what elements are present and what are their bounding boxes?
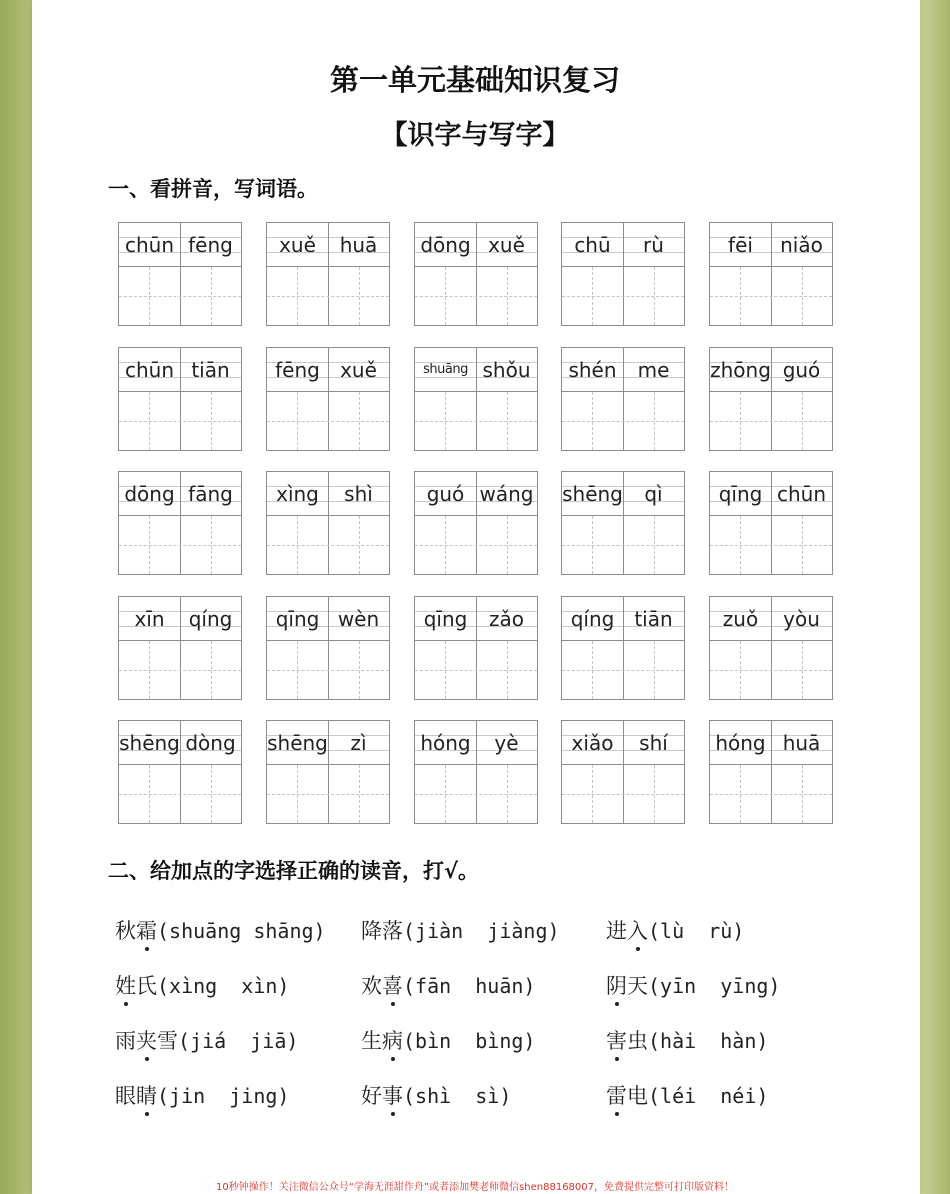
pinyin-row [267, 472, 389, 516]
grid-guide-line [297, 765, 298, 823]
pinyin-box [118, 720, 242, 824]
pinyin-box [561, 720, 685, 824]
pinyin-row [710, 597, 832, 641]
pinyin-options: (hài hàn) [648, 1029, 769, 1053]
word-char: 生 [361, 1029, 382, 1053]
pinyin-row [710, 721, 832, 765]
pinyin-box [118, 471, 242, 575]
word-char: 降 [361, 919, 382, 943]
dotted-char: 睛 [136, 1084, 157, 1108]
pinyin-syllable: zì [350, 731, 367, 755]
pinyin-syllable: fāng [188, 482, 233, 506]
word-char: 眼 [115, 1084, 136, 1108]
pinyin-syllable: xiǎo [571, 731, 614, 755]
pinyin-row [562, 223, 684, 267]
dotted-char: 事 [382, 1084, 403, 1108]
pinyin-box [561, 471, 685, 575]
pinyin-row [119, 721, 241, 765]
grid-guide-line [802, 267, 803, 325]
pinyin-box [118, 596, 242, 700]
grid-guide-line [562, 296, 684, 297]
pinyin-syllable: dōng [124, 482, 175, 506]
dotted-char: 雷 [606, 1084, 627, 1108]
grid-guide-line [592, 641, 593, 699]
footer-notice: 10秒钟操作！关注微信公众号“学海无涯甜作舟”或者添加樊老师微信shen88168007，免费提供完整可打印版资料！ [215, 1182, 735, 1193]
pinyin-box [266, 596, 390, 700]
word-char: 虫 [627, 1029, 648, 1053]
grid-guide-line [359, 267, 360, 325]
pinyin-syllable: shuāng [423, 362, 468, 377]
pinyin-box [414, 471, 538, 575]
word-char: 电 [627, 1084, 648, 1108]
pinyin-syllable: xīn [134, 607, 165, 631]
grid-guide-line [740, 765, 741, 823]
pinyin-syllable: zuǒ [722, 607, 759, 631]
grid-guide-line [445, 641, 446, 699]
pinyin-row [562, 348, 684, 392]
pinyin-row [267, 223, 389, 267]
grid-guide-line [359, 641, 360, 699]
pinyin-row [562, 472, 684, 516]
grid-guide-line [562, 670, 684, 671]
pinyin-row [119, 597, 241, 641]
grid-guide-line [211, 765, 212, 823]
grid-guide-line [710, 545, 832, 546]
pinyin-row [562, 721, 684, 765]
grid-guide-line [267, 545, 389, 546]
pinyin-box [266, 471, 390, 575]
grid-guide-line [507, 516, 508, 574]
pinyin-syllable: huā [782, 731, 821, 755]
grid-guide-line [802, 765, 803, 823]
grid-guide-line [211, 516, 212, 574]
pinyin-box [414, 596, 538, 700]
pinyin-box [709, 596, 833, 700]
grid-guide-line [507, 392, 508, 450]
pinyin-syllable: qīng [275, 607, 320, 631]
pinyin-syllable: zhōng [710, 358, 771, 382]
pinyin-row [415, 597, 537, 641]
grid-guide-line [119, 670, 241, 671]
pinyin-row [119, 223, 241, 267]
pronunciation-item [115, 1080, 289, 1110]
pinyin-row [415, 472, 537, 516]
grid-guide-line [445, 765, 446, 823]
grid-guide-line [710, 296, 832, 297]
pinyin-syllable: wèn [337, 607, 380, 631]
grid-guide-line [740, 641, 741, 699]
grid-guide-line [415, 421, 537, 422]
pinyin-syllable: shēng [119, 731, 180, 755]
grid-guide-line [710, 421, 832, 422]
grid-guide-line [507, 641, 508, 699]
pinyin-box [709, 471, 833, 575]
grid-guide-line [445, 267, 446, 325]
pinyin-options: (lù rù) [648, 919, 745, 943]
grid-guide-line [592, 516, 593, 574]
grid-guide-line [267, 296, 389, 297]
grid-guide-line [211, 392, 212, 450]
section-2-heading: 二、给加点的字选择正确的读音，打√。 [108, 859, 480, 883]
word-char: 欢 [361, 974, 382, 998]
pinyin-options: (jiá jiā) [178, 1029, 299, 1053]
dotted-char: 害 [606, 1029, 627, 1053]
pinyin-row [267, 721, 389, 765]
pinyin-syllable: niǎo [780, 233, 823, 257]
pinyin-row [710, 223, 832, 267]
pinyin-syllable: chūn [124, 358, 175, 382]
word-char: 落 [382, 919, 403, 943]
grid-guide-line [211, 641, 212, 699]
grid-guide-line [710, 670, 832, 671]
pinyin-syllable: qīng [423, 607, 468, 631]
pinyin-syllable: hóng [420, 731, 471, 755]
pinyin-box [266, 222, 390, 326]
pinyin-syllable: qíng [188, 607, 233, 631]
grid-guide-line [267, 794, 389, 795]
pinyin-syllable: shí [639, 731, 668, 755]
pronunciation-item [606, 1080, 768, 1110]
dotted-char: 入 [627, 919, 648, 943]
background-right-edge [920, 0, 950, 1194]
grid-guide-line [149, 516, 150, 574]
pinyin-row [710, 348, 832, 392]
pinyin-box [709, 222, 833, 326]
grid-guide-line [562, 545, 684, 546]
word-char: 好 [361, 1084, 382, 1108]
background-left-edge [0, 0, 32, 1194]
pinyin-box [266, 347, 390, 451]
grid-guide-line [297, 392, 298, 450]
pinyin-options: (jiàn jiàng) [403, 919, 560, 943]
pinyin-syllable: yòu [783, 607, 820, 631]
pinyin-row [267, 348, 389, 392]
pinyin-row [710, 472, 832, 516]
dotted-char: 喜 [382, 974, 403, 998]
pinyin-syllable: chūn [124, 233, 175, 257]
pinyin-options: (bìn bìng) [403, 1029, 536, 1053]
grid-guide-line [267, 421, 389, 422]
grid-guide-line [740, 516, 741, 574]
grid-guide-line [710, 794, 832, 795]
pinyin-box [561, 347, 685, 451]
grid-guide-line [149, 267, 150, 325]
grid-guide-line [149, 765, 150, 823]
pinyin-syllable: fēi [728, 233, 753, 257]
pinyin-options: (fān huān) [403, 974, 536, 998]
word-char: 雨 [115, 1029, 136, 1053]
grid-guide-line [297, 267, 298, 325]
grid-guide-line [654, 267, 655, 325]
pinyin-row [415, 721, 537, 765]
section-1-heading: 一、看拼音，写词语。 [108, 177, 318, 201]
grid-guide-line [562, 794, 684, 795]
pinyin-syllable: wáng [479, 482, 534, 506]
grid-guide-line [445, 392, 446, 450]
word-char: 雪 [157, 1029, 178, 1053]
pinyin-syllable: qì [644, 482, 663, 506]
pronunciation-item [115, 915, 326, 945]
pronunciation-item [361, 1080, 511, 1110]
pronunciation-item [361, 1025, 535, 1055]
grid-guide-line [654, 516, 655, 574]
pinyin-box [709, 347, 833, 451]
grid-guide-line [149, 392, 150, 450]
pinyin-box [709, 720, 833, 824]
pinyin-options: (shì sì) [403, 1084, 512, 1108]
grid-guide-line [507, 765, 508, 823]
grid-guide-line [802, 641, 803, 699]
dotted-char: 病 [382, 1029, 403, 1053]
pinyin-row [415, 223, 537, 267]
pinyin-syllable: chūn [776, 482, 827, 506]
dotted-char: 姓 [115, 974, 136, 998]
grid-guide-line [267, 670, 389, 671]
grid-guide-line [119, 794, 241, 795]
pinyin-box [266, 720, 390, 824]
page-title: 第一单元基础知识复习 [329, 63, 620, 97]
pronunciation-item [361, 915, 560, 945]
pinyin-syllable: huā [339, 233, 378, 257]
pinyin-options: (xìng xìn) [157, 974, 290, 998]
grid-guide-line [359, 516, 360, 574]
pinyin-options: (jin jing) [157, 1084, 290, 1108]
pinyin-box [118, 222, 242, 326]
pronunciation-item [361, 970, 535, 1000]
grid-guide-line [297, 516, 298, 574]
pronunciation-item [606, 970, 780, 1000]
pinyin-syllable: shǒu [482, 358, 531, 382]
pinyin-syllable: tiān [634, 607, 673, 631]
pinyin-syllable: shì [344, 482, 373, 506]
pinyin-box [561, 596, 685, 700]
pinyin-syllable: xuě [488, 233, 525, 257]
pronunciation-item [115, 1025, 298, 1055]
pinyin-syllable: xuě [340, 358, 377, 382]
grid-guide-line [592, 267, 593, 325]
grid-guide-line [445, 516, 446, 574]
dotted-char: 霜 [136, 919, 157, 943]
grid-guide-line [415, 296, 537, 297]
pinyin-row [119, 348, 241, 392]
dotted-char: 阴 [606, 974, 627, 998]
pinyin-syllable: hóng [715, 731, 766, 755]
pinyin-syllable: zǎo [489, 607, 524, 631]
pinyin-syllable: rù [643, 233, 664, 257]
word-char: 秋 [115, 919, 136, 943]
grid-guide-line [415, 794, 537, 795]
word-char: 进 [606, 919, 627, 943]
grid-guide-line [654, 392, 655, 450]
grid-guide-line [654, 765, 655, 823]
grid-guide-line [149, 641, 150, 699]
pinyin-syllable: yè [494, 731, 519, 755]
grid-guide-line [119, 421, 241, 422]
grid-guide-line [507, 267, 508, 325]
pinyin-syllable: xuě [279, 233, 316, 257]
grid-guide-line [119, 296, 241, 297]
pinyin-syllable: dòng [185, 731, 236, 755]
pinyin-box [561, 222, 685, 326]
pinyin-syllable: qíng [570, 607, 615, 631]
grid-guide-line [740, 392, 741, 450]
pinyin-syllable: shén [568, 358, 617, 382]
grid-guide-line [562, 421, 684, 422]
pinyin-row [562, 597, 684, 641]
pinyin-syllable: xìng [276, 482, 319, 506]
pinyin-syllable: qīng [718, 482, 763, 506]
grid-guide-line [802, 392, 803, 450]
word-char: 天 [627, 974, 648, 998]
page-subtitle: 【识字与写字】 [380, 120, 570, 151]
pinyin-syllable: fēng [275, 358, 320, 382]
pinyin-row [267, 597, 389, 641]
pinyin-options: (yīn yīng) [648, 974, 781, 998]
pinyin-syllable: fēng [188, 233, 233, 257]
pinyin-syllable: guó [782, 358, 821, 382]
pronunciation-item [606, 1025, 768, 1055]
pinyin-syllable: me [637, 358, 670, 382]
pinyin-box [414, 222, 538, 326]
grid-guide-line [802, 516, 803, 574]
grid-guide-line [359, 765, 360, 823]
grid-guide-line [592, 765, 593, 823]
grid-guide-line [654, 641, 655, 699]
grid-guide-line [297, 641, 298, 699]
word-char: 氏 [136, 974, 157, 998]
pronunciation-item [606, 915, 744, 945]
pinyin-options: (léi néi) [648, 1084, 769, 1108]
grid-guide-line [211, 267, 212, 325]
dotted-char: 夹 [136, 1029, 157, 1053]
grid-guide-line [119, 545, 241, 546]
grid-guide-line [592, 392, 593, 450]
pinyin-row [119, 472, 241, 516]
pinyin-syllable: dōng [420, 233, 471, 257]
pinyin-syllable: chū [574, 233, 611, 257]
pinyin-row [415, 348, 537, 392]
grid-guide-line [415, 545, 537, 546]
pinyin-syllable: guó [426, 482, 465, 506]
pinyin-syllable: tiān [191, 358, 230, 382]
grid-guide-line [415, 670, 537, 671]
grid-guide-line [359, 392, 360, 450]
pronunciation-item [115, 970, 289, 1000]
pinyin-syllable: shēng [267, 731, 328, 755]
pinyin-box [414, 720, 538, 824]
pinyin-options: (shuāng shāng) [157, 919, 326, 943]
pinyin-syllable: shēng [562, 482, 623, 506]
pinyin-box [414, 347, 538, 451]
grid-guide-line [740, 267, 741, 325]
pinyin-box [118, 347, 242, 451]
